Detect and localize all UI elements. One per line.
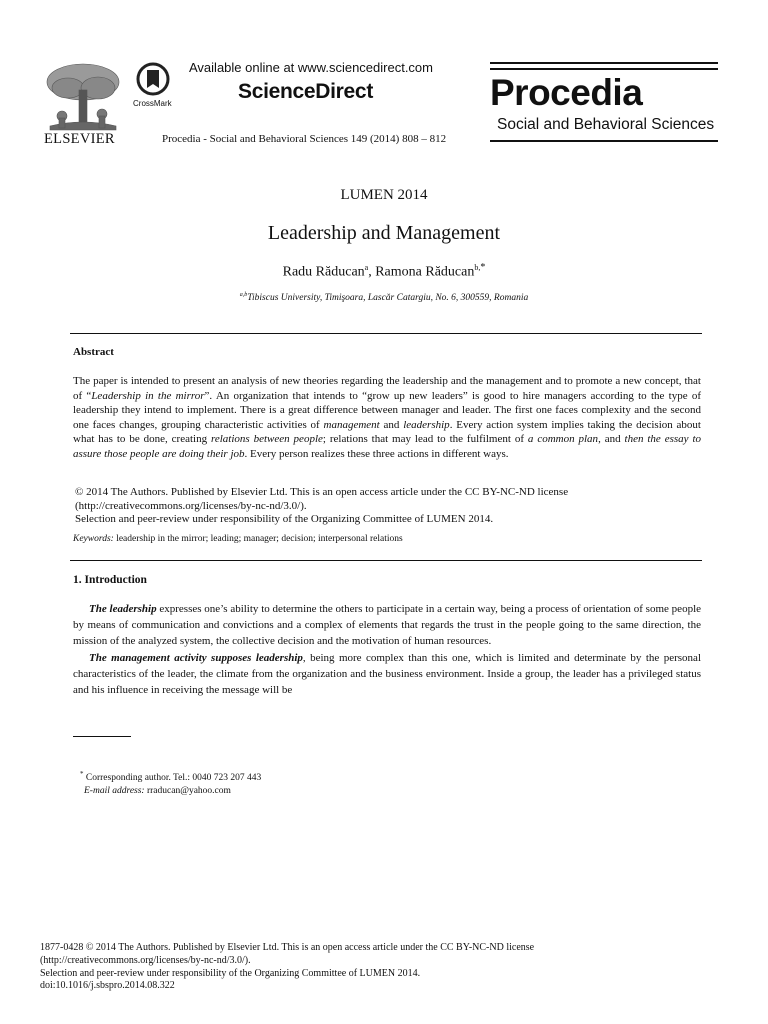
affiliation-sup: a,b bbox=[239, 292, 248, 298]
abstract-top-rule bbox=[70, 333, 702, 334]
abstract-bottom-rule bbox=[70, 560, 702, 561]
intro-emph: The leadership bbox=[89, 603, 157, 615]
article-title: Leadership and Management bbox=[267, 222, 501, 244]
email-label: E-mail address: bbox=[84, 786, 145, 797]
keywords-text: leadership in the mirror; leading; manager; decision; interpersonal relations bbox=[113, 534, 403, 544]
footer-issn: 1877-0428 © 2014 The Authors. Published by Elsevier Ltd. This is an open access article under the CC BY-NC-ND license bbox=[40, 942, 535, 953]
page-footer bbox=[40, 942, 534, 993]
footer-license-link[interactable]: (http://creativecommons.org/licenses/by-nc-nd/3.0/). bbox=[40, 954, 251, 966]
abstract-heading: Abstract bbox=[73, 346, 114, 358]
footnote-rule bbox=[73, 736, 131, 737]
section-heading-introduction: 1. Introduction bbox=[73, 574, 147, 586]
procedia-subtitle: Social and Behavioral Sciences bbox=[497, 116, 715, 133]
crossmark-label: CrossMark bbox=[133, 99, 172, 108]
keywords-label: Keywords: bbox=[73, 534, 114, 544]
intro-paragraph bbox=[73, 601, 701, 650]
author-2-affil: b, bbox=[474, 263, 481, 272]
abstract-emph: then the essay to assure those people are doing their job bbox=[73, 433, 701, 460]
abstract-emph: a common plan bbox=[527, 433, 599, 446]
abstract-text: . Every person realizes these three actions in different ways. bbox=[244, 447, 509, 460]
copyright-notice bbox=[73, 486, 701, 527]
abstract-emph: relations between people bbox=[211, 433, 323, 446]
author-2: Ramona Răducan bbox=[375, 264, 475, 280]
elsevier-wordmark: ELSEVIER bbox=[44, 131, 115, 147]
corresponding-author-footnote bbox=[80, 768, 261, 798]
procedia-bottom-rule bbox=[490, 140, 718, 142]
footer-peer-review: Selection and peer-review under responsibility of the Organizing Committee of LUMEN 2014. bbox=[40, 967, 421, 979]
abstract-body bbox=[73, 374, 701, 462]
introduction-body bbox=[73, 601, 701, 698]
intro-text: , being more complex than this one, which is limited and determinate by the personal characteristics of the leader, the climate from the organization and the business environment. Inside a group, the leader has a privileged status and his influence in receiving the message will be bbox=[73, 651, 701, 697]
affiliation bbox=[0, 292, 768, 303]
conference-name: LUMEN 2014 bbox=[340, 187, 428, 203]
abstract-text: and bbox=[379, 418, 404, 431]
available-online-link[interactable]: Available online at www.sciencedirect.com bbox=[189, 60, 433, 75]
intro-paragraph bbox=[73, 650, 701, 699]
abstract-text: ”. An organization that intends to “grow up new leaders” is good to hire managers according to the type of leadership they intend to implement. There is a great difference between manager and leader. The first one faces complexity and the second one faces changes, grouping characteristic activities of bbox=[73, 389, 701, 431]
intro-emph: The management activity supposes leadership bbox=[89, 651, 303, 664]
license-link[interactable]: (http://creativecommons.org/licenses/by-nc-nd/3.0/). bbox=[75, 499, 307, 512]
corresponding-star[interactable]: * bbox=[480, 262, 486, 273]
abstract-emph: leadership bbox=[403, 418, 450, 431]
abstract-text: ; relations that may lead to the fulfilment of bbox=[322, 433, 528, 446]
corresponding-author: Corresponding author. Tel.: 0040 723 207 443 bbox=[83, 773, 262, 784]
copyright-line: © 2014 The Authors. Published by Elsevier Ltd. This is an open access article under the CC BY-NC-ND license bbox=[75, 486, 569, 498]
author-1: Radu Răducan bbox=[282, 264, 365, 280]
keywords bbox=[73, 534, 403, 544]
author-separator: , bbox=[368, 264, 376, 280]
abstract-emph: Leadership in the mirror bbox=[91, 389, 205, 402]
abstract-emph: management bbox=[323, 418, 380, 431]
footnote-star: * bbox=[80, 770, 84, 778]
copyright-line: Selection and peer-review under responsibility of the Organizing Committee of LUMEN 2014. bbox=[75, 513, 494, 526]
journal-reference: Procedia - Social and Behavioral Sciences 149 (2014) 808 – 812 bbox=[162, 133, 447, 145]
abstract-text: The paper is intended to present an analysis of new theories regarding the leadership and the management and to promote a new concept, that of “ bbox=[73, 375, 701, 402]
author-1-affil: a bbox=[364, 263, 369, 272]
author-list bbox=[0, 262, 768, 281]
abstract-text: , and bbox=[598, 433, 625, 446]
sciencedirect-logo: ScienceDirect bbox=[238, 80, 374, 103]
affiliation-text: Tibiscus University, Timişoara, Lascăr Catargiu, No. 6, 300559, Romania bbox=[247, 293, 529, 304]
email-address[interactable]: rraducan@yahoo.com bbox=[144, 786, 231, 797]
intro-text: expresses one’s ability to determine the others to participate in a certain way, being a process of orientation of some people by means of communication and convictions and a complex of elements that regards the trust in the people going to the same direction, the mission of the analyzed system, the collective decision and the motivation of human resources. bbox=[73, 603, 702, 648]
abstract-text: . Every action system implies taking the decision about what has to be done, creating bbox=[73, 418, 701, 446]
procedia-logo: Procedia bbox=[490, 72, 643, 113]
footer-doi[interactable]: doi:10.1016/j.sbspro.2014.08.322 bbox=[40, 980, 175, 992]
